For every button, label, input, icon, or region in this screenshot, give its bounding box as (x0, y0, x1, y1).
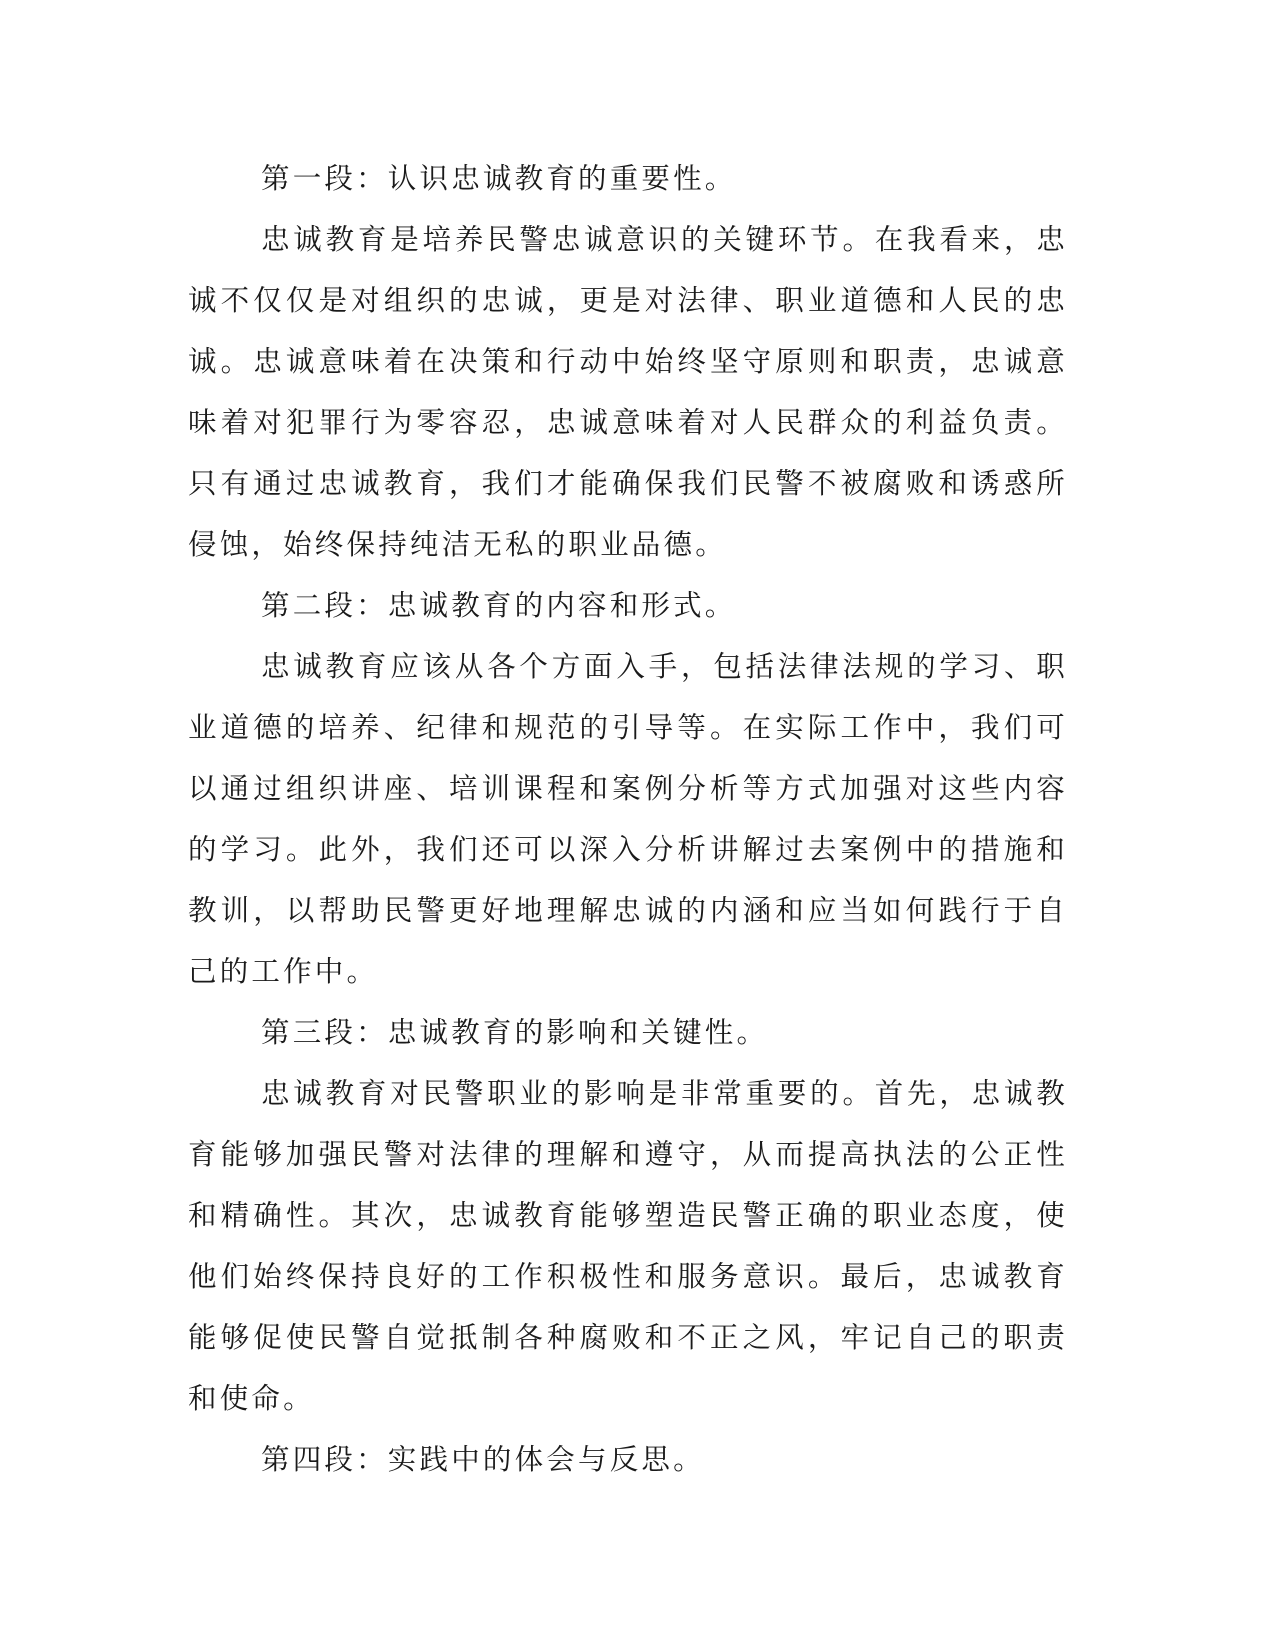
section-3-heading: 第三段：忠诚教育的影响和关键性。 (261, 1016, 769, 1049)
section-1-paragraph: 忠诚教育是培养民警忠诚意识的关键环节。在我看来，忠诚不仅仅是对组织的忠诚，更是对法律、职业道德和人民的忠诚。忠诚意味着在决策和行动中始终坚守原则和职责，忠诚意味着对犯罪行为零容忍，忠诚意味着对人民群众的利益负责。只有通过忠诚教育，我们才能确保我们民警不被腐败和诱惑所侵蚀，始终保持纯洁无私的职业品德。 (188, 223, 1068, 561)
section-1-heading: 第一段：认识忠诚教育的重要性。 (261, 162, 737, 195)
document-body (188, 148, 1068, 1490)
section-2-heading: 第二段：忠诚教育的内容和形式。 (261, 589, 737, 622)
section-2-paragraph: 忠诚教育应该从各个方面入手，包括法律法规的学习、职业道德的培养、纪律和规范的引导等。在实际工作中，我们可以通过组织讲座、培训课程和案例分析等方式加强对这些内容的学习。此外，我们还可以深入分析讲解过去案例中的措施和教训，以帮助民警更好地理解忠诚的内涵和应当如何践行于自己的工作中。 (188, 650, 1068, 988)
section-3-paragraph: 忠诚教育对民警职业的影响是非常重要的。首先，忠诚教育能够加强民警对法律的理解和遵守，从而提高执法的公正性和精确性。其次，忠诚教育能够塑造民警正确的职业态度，使他们始终保持良好的工作积极性和服务意识。最后，忠诚教育能够促使民警自觉抵制各种腐败和不正之风，牢记自己的职责和使命。 (188, 1077, 1068, 1415)
section-4-heading: 第四段：实践中的体会与反思。 (261, 1443, 705, 1476)
